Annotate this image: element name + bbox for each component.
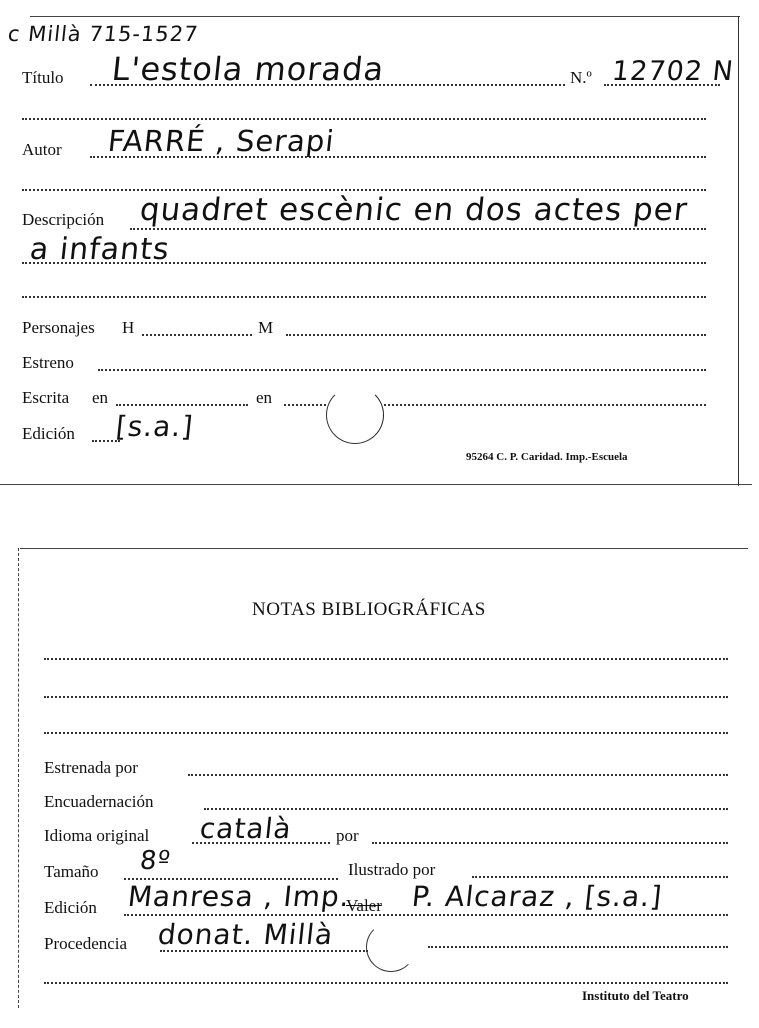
notas-line-2 bbox=[44, 696, 728, 698]
autor-label: Autor bbox=[22, 140, 62, 159]
tamano-value: 8º bbox=[138, 846, 173, 876]
personajes-h-label: H bbox=[122, 318, 135, 337]
top-card-bottom-border bbox=[0, 484, 752, 485]
bottom-card-left-border bbox=[18, 548, 19, 1008]
por-label: por bbox=[336, 826, 359, 845]
procedencia-line-b bbox=[428, 946, 728, 948]
descripcion-line-3 bbox=[22, 296, 706, 298]
edicion-label: Edición bbox=[22, 424, 75, 443]
call-number: c Millà 715-1527 bbox=[6, 22, 200, 46]
por-line bbox=[372, 842, 728, 844]
estreno-label: Estreno bbox=[22, 353, 74, 372]
notas-bottom-line bbox=[44, 982, 728, 984]
footer-institution: Instituto del Teatro bbox=[582, 988, 689, 1003]
idioma-label: Idioma original bbox=[44, 826, 150, 845]
punch-hole-bottom bbox=[366, 922, 416, 972]
numero-label: N.º bbox=[570, 68, 592, 87]
escrita-line bbox=[116, 404, 248, 406]
titulo-value: L'estola morada bbox=[110, 50, 387, 88]
escrita-en2-label: en bbox=[256, 388, 273, 407]
escrita-en-line-b bbox=[384, 404, 706, 406]
estreno-line bbox=[98, 369, 706, 371]
descripcion-value-2: a infants bbox=[28, 232, 172, 267]
bottom-card-top-border bbox=[20, 548, 748, 549]
printer-mark: 95264 C. P. Caridad. Imp.-Escuela bbox=[466, 451, 628, 463]
notas-heading: NOTAS BIBLIOGRÁFICAS bbox=[252, 599, 486, 620]
estrenada-line bbox=[188, 774, 728, 776]
descripcion-value-1: quadret escènic en dos actes per bbox=[138, 192, 690, 228]
personajes-h-line bbox=[142, 334, 252, 336]
autor-line-2 bbox=[22, 189, 706, 191]
personajes-label: Personajes bbox=[22, 318, 95, 337]
edicion-bottom-value-2: P. Alcaraz , [s.a.] bbox=[410, 880, 665, 913]
top-card-top-border bbox=[30, 16, 740, 17]
titulo-line-2 bbox=[22, 118, 706, 120]
edicion-value: [s.a.] bbox=[114, 410, 196, 443]
encuadernacion-label: Encuadernación bbox=[44, 792, 154, 811]
tamano-label: Tamaño bbox=[44, 862, 99, 881]
top-card-right-border bbox=[738, 16, 739, 486]
edicion-bottom-line bbox=[124, 914, 728, 916]
escrita-label: Escrita bbox=[22, 388, 70, 407]
ilustrado-label: Ilustrado por bbox=[348, 860, 436, 879]
escrita-en-line-a bbox=[284, 404, 326, 406]
titulo-label: Título bbox=[22, 68, 64, 87]
edicion-bottom-label: Edición bbox=[44, 898, 97, 917]
encuadernacion-line bbox=[204, 808, 728, 810]
punch-hole-top bbox=[326, 386, 384, 444]
procedencia-label: Procedencia bbox=[44, 934, 128, 953]
ilustrado-line bbox=[472, 876, 728, 878]
personajes-m-label: M bbox=[258, 318, 274, 337]
notas-line-1 bbox=[44, 658, 728, 660]
procedencia-value: donat. Millà bbox=[156, 918, 335, 951]
autor-value: FARRÉ , Serapi bbox=[106, 124, 337, 158]
edicion-bottom-value-1: Manresa , Imp. bbox=[126, 880, 352, 913]
descripcion-label: Descripción bbox=[22, 210, 105, 229]
numero-value: 12702 N bbox=[610, 56, 736, 87]
personajes-m-line bbox=[286, 334, 706, 336]
idioma-value: català bbox=[198, 812, 294, 845]
edicion-bottom-struck: Valer bbox=[346, 896, 382, 915]
escrita-en-label: en bbox=[92, 388, 109, 407]
notas-line-3 bbox=[44, 732, 728, 734]
estrenada-label: Estrenada por bbox=[44, 758, 138, 777]
descripcion-line-1 bbox=[130, 228, 706, 230]
